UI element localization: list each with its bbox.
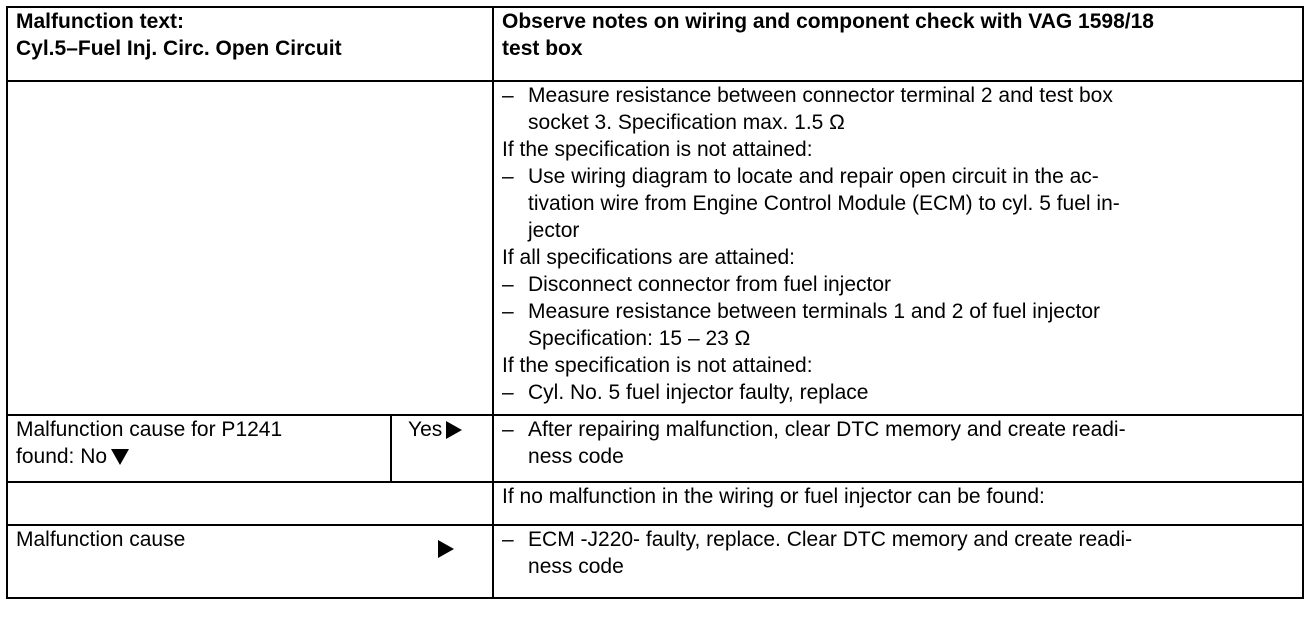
step-repair-wiring: [502, 163, 1294, 244]
cause-label-line2-wrap: [16, 443, 382, 470]
condition-attained: If all specifications are attained:: [502, 246, 796, 269]
final-action-cell: [493, 525, 1303, 598]
steps-row: [7, 81, 1303, 415]
yes-cell: [391, 415, 493, 482]
dash-mark: –: [502, 381, 514, 404]
nofault-cell: [493, 482, 1303, 525]
step-measure-connector: [502, 82, 1294, 136]
dash-mark: –: [502, 528, 514, 551]
cause-label-line1: Malfunction cause for P1241: [16, 418, 283, 441]
step-text: Measure resistance between connector terminal 2 and test box socket 3. Specification max. 1.5 Ω: [528, 84, 1113, 134]
condition-not-attained: If the specification is not attained:: [502, 138, 813, 161]
cause-label-line2: found: No: [16, 445, 108, 468]
cause-label-cell: [7, 415, 391, 482]
cause-row: [7, 415, 1303, 482]
malfunction-text-value: Cyl.5–Fuel Inj. Circ. Open Circuit: [16, 37, 342, 60]
dash-mark: –: [502, 418, 514, 441]
steps-cell: [493, 81, 1303, 415]
dash-mark: –: [502, 300, 514, 323]
yes-label: Yes: [408, 418, 443, 441]
step-text: Cyl. No. 5 fuel injector faulty, replace: [528, 381, 869, 404]
step-text: After repairing malfunction, clear DTC memory and create readi- ness code: [528, 418, 1126, 468]
procedure-table: [6, 6, 1304, 599]
notes-header-line2: test box: [502, 37, 583, 60]
step-text: ECM -J220- faulty, replace. Clear DTC memory and create readi- ness code: [528, 528, 1133, 578]
notes-header: [493, 7, 1303, 81]
final-label-cell: [7, 525, 493, 598]
step-replace-injector: [502, 379, 1294, 406]
final-label: Malfunction cause: [16, 528, 186, 551]
dash-mark: –: [502, 165, 514, 188]
step-clear-dtc: [502, 416, 1294, 470]
nofault-left-empty: [7, 482, 493, 525]
malfunction-text-label: Malfunction text:: [16, 10, 184, 33]
step-replace-ecm: [502, 526, 1294, 580]
arrow-down-icon: [111, 449, 129, 465]
final-row: [7, 525, 1303, 598]
step-text: Use wiring diagram to locate and repair open circuit in the ac- tivation wire from Engine Control Module (ECM) to cyl. 5 fuel in- jector: [528, 165, 1120, 242]
dash-mark: –: [502, 84, 514, 107]
arrow-right-icon: [438, 540, 454, 558]
step-text: Disconnect connector from fuel injector: [528, 273, 892, 296]
notes-header-line1: Observe notes on wiring and component check with VAG 1598/18: [502, 10, 1154, 33]
condition-not-attained-2: If the specification is not attained:: [502, 354, 813, 377]
dash-mark: –: [502, 273, 514, 296]
steps-left-empty: [7, 81, 493, 415]
step-disconnect: [502, 271, 1294, 298]
arrow-right-icon: [446, 421, 462, 439]
nofault-row: [7, 482, 1303, 525]
nofault-text: If no malfunction in the wiring or fuel injector can be found:: [502, 485, 1045, 508]
cause-action-cell: [493, 415, 1303, 482]
step-measure-injector: [502, 298, 1294, 352]
malfunction-text-header: [7, 7, 493, 81]
header-row: [7, 7, 1303, 81]
step-text: Measure resistance between terminals 1 and 2 of fuel injector Specification: 15 – 23 Ω: [528, 300, 1100, 350]
